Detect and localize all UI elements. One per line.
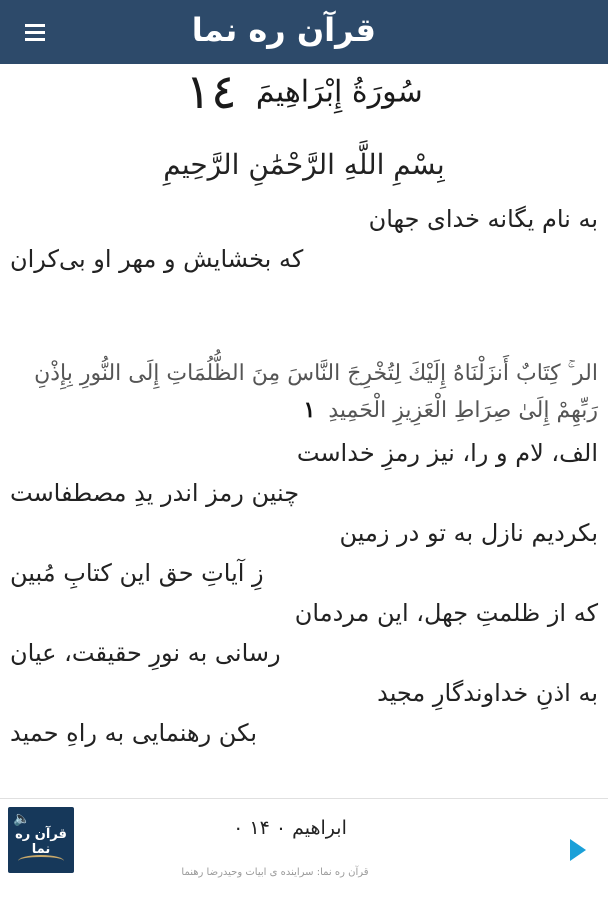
verse-line-8: بکن رهنمایی به راهِ حمید <box>10 719 258 747</box>
verse-line-7: به اذنِ خداوندگارِ مجید <box>377 679 598 707</box>
play-icon[interactable] <box>570 839 586 861</box>
thumbnail-title: قرآن ره نما <box>15 827 67 857</box>
audio-player-bar[interactable] <box>0 799 608 900</box>
verse-line-5: که از ظلمتِ جهل، این مردمان <box>294 599 598 627</box>
intro-line-2: که بخشایش و مهر او بی‌کران <box>10 245 304 273</box>
top-app-bar <box>0 0 608 64</box>
ayah-arabic-text <box>8 356 598 429</box>
intro-line-1: به نام یگانه خدای جهان <box>368 205 598 233</box>
ayah-text: الر ۚ كِتَابٌ أَنزَلْنَاهُ إِلَيْكَ لِتُخْرِجَ النَّاسَ مِنَ الظُّلُمَاتِ إِلَى النُّورِ بِإِذْنِ رَبِّهِمْ إِلَىٰ صِرَاطِ الْعَزِيزِ الْحَمِيدِ <box>34 361 598 423</box>
album-thumbnail[interactable] <box>8 807 74 873</box>
speaker-icon: 🔈 <box>13 811 31 827</box>
ayah-number: ١ <box>303 397 316 423</box>
basmala: بِسْمِ اللَّهِ الرَّحْمَٰنِ الرَّحِيمِ <box>163 148 445 181</box>
surah-heading <box>0 64 608 134</box>
surah-number: ١٤ <box>185 64 237 120</box>
surah-name: سُورَةُ إِبْرَاهِيمَ <box>255 74 423 110</box>
verse-line-6: رسانی به نورِ حقیقت، عیان <box>10 639 281 667</box>
verse-line-4: زِ آیاتِ حق این کتابِ مُبین <box>10 559 264 587</box>
track-title: ابراهیم ۰ ۱۴ ۰ <box>233 817 347 839</box>
book-icon <box>18 855 64 867</box>
verse-line-1: الف، لام و را، نیز رمزِ خداست <box>296 439 598 467</box>
reading-pane[interactable] <box>0 64 608 798</box>
verse-line-2: چنین رمز اندر یدِ مصطفاست <box>10 479 300 507</box>
verse-line-3: بکردیم نازل به تو در زمین <box>339 519 598 547</box>
track-subtitle: قرآن ره نما: سراینده ی ابیات وحیدرضا رهنما <box>181 867 369 878</box>
hamburger-menu-icon[interactable] <box>18 18 54 46</box>
app-title: قرآن ره نما <box>191 11 376 49</box>
